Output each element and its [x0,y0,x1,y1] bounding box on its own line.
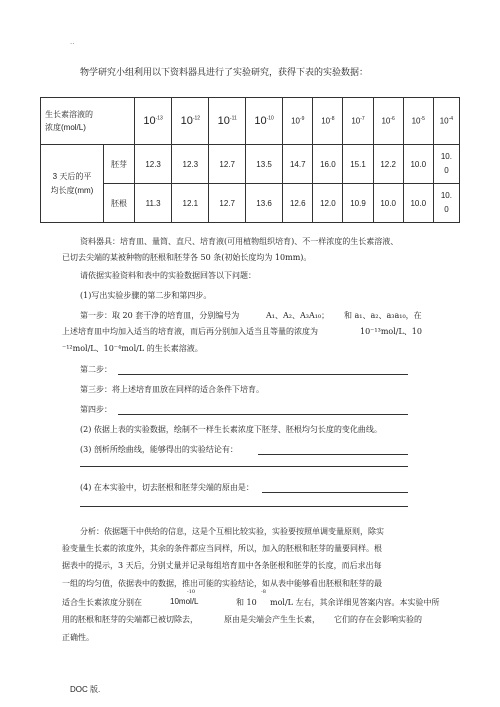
analysis-line-1: 分析：依据题干中供给的信息，这是个互相比较实验，实验要按照单调变量原则，除实 [80,527,384,536]
analysis-line-6a: 用的胚根和胚芽的尖端都已被切除去， [62,615,198,624]
concentration-label-line2: 浓度(mol/L) [45,123,86,132]
analysis-line-5a: 适合生长素浓度分别在 [62,598,142,607]
row-group-label-cell [41,145,104,223]
answer-line-q3-a[interactable] [258,454,408,455]
concentration-label-line1: 生长素溶液的 [45,110,93,119]
concentration-label-cell [41,98,135,145]
analysis-line-5c: 和 10 [236,598,257,607]
question-1: (1)写出实验步骤的第二步和第四步。 [80,291,212,300]
step2-label: 第二步： [80,365,112,374]
value-cell: 12.7 [209,145,246,184]
row-group-label-line1: 3 天后的平 [52,171,92,181]
intro-text: 物学研究小组利用以下资料器具进行了实验研究，获得下表的实验数据： [80,68,369,78]
value-cell: 12.1 [172,184,209,223]
conc-cell: $10^{-7}$ [343,98,373,145]
conc-cell: $10^{-9}$ [283,98,313,145]
value-cell: 12.3 [172,145,209,184]
row-name-cell: 胚根 [104,184,135,223]
step4-label: 第四步： [80,405,112,414]
table-row [41,184,460,223]
analysis-line-6b: 原由是尖端会产生生长素， [224,615,320,624]
conc-cell: $10^{-13}$ [135,98,172,145]
conc-cell: $10^{-11}$ [209,98,246,145]
value-cell: 15.1 [343,145,373,184]
answer-line-q4-a[interactable] [262,492,408,493]
question-4: (4) 在本实验中，切去胚根和胚芽尖端的原由是： [80,483,254,492]
materials-line-1: 资料器具：培育皿、量筒、直尺、培育液(可用植物组织培育)、不一样浓度的生长素溶液、 [80,237,399,246]
analysis-line-6c: 它们的存在会影响实验的 [334,615,422,624]
conc-cell: $10^{-10}$ [245,98,282,145]
step1-d: 上述培育皿中均加入适当的培育液，而后再分别加入适当且等量的浓度为 [62,327,318,336]
analysis-line-3: 据表中的提示，3 天后，分别丈量并记录每组培育皿中各条胚根和胚芽的长度，而后求出每 [62,561,382,570]
row-group-label-line2: 均长度(mm) [50,185,94,195]
materials-line-2: 已切去尖端的某被种物的胚根和胚芽各 50 条(初始长度均为 10mm)。 [62,253,312,262]
step3-text: 第三步：将上述培育皿放在同样的适合条件下培育。 [80,385,264,394]
answer-line-step4[interactable] [118,414,408,415]
answer-line-q3-b[interactable] [80,466,408,467]
prompt-text: 请依据实验资料和表中的实验数据回答以下问题： [80,271,256,280]
header-dots: ·· [70,40,75,48]
value-cell: 10. 0 [433,184,459,223]
step1-c: 和 a₁、a₂、a₃a₁₀，在 [344,311,422,320]
analysis-line-2: 验变量生长素的浓度外，其余的条件都应当同样，所以，加入的胚根和胚芽的量要同样。根 [62,544,382,553]
value-cell: 12.6 [283,184,313,223]
analysis-sup-2: -8 [261,589,266,595]
analysis-line-7: 正确性。 [62,633,94,642]
value-cell: 12.2 [373,145,403,184]
question-2: (2) 依据上表的实验数据，绘制不一样生长素浓度下胚芽、胚根均匀长度的变化曲线。 [80,425,382,434]
value-cell: 10.0 [373,184,403,223]
value-cell: 13.6 [245,184,282,223]
analysis-sup-1: -10 [187,589,196,595]
conc-cell: $10^{-5}$ [403,98,433,145]
value-cell: 10.0 [403,184,433,223]
conc-cell: $10^{-12}$ [172,98,209,145]
question-3: (3) 剖析所绘曲线，能够得出的实验结论有： [80,445,238,454]
conc-cell: $10^{-8}$ [313,98,343,145]
footer-label: DOC 版. [70,685,101,694]
step1-b: A₁、A₂、A₃A₁₀； [266,311,330,320]
value-cell: 13.5 [245,145,282,184]
value-cell: 12.0 [313,184,343,223]
analysis-line-5d: mol/L 左右，其余详细见答案内容。本实验中所 [270,598,440,607]
conc-cell: $10^{-4}$ [433,98,459,145]
value-cell: 12.3 [135,145,172,184]
value-cell: 10.0 [403,145,433,184]
analysis-line-5b: 10mol/L [170,597,199,606]
row-name-cell: 胚芽 [104,145,135,184]
table-header-row [41,98,460,145]
value-cell: 10.9 [343,184,373,223]
answer-line-step2[interactable] [118,374,408,375]
value-cell: 10. 0 [433,145,459,184]
value-cell: 11.3 [135,184,172,223]
step1-e: 10⁻¹³mol/L、10 [360,327,422,336]
analysis-line-4: 一组的均匀值，依据表中的数据，推出可能的实验结论，如从表中能够看出胚根和胚芽的最 [62,579,382,588]
answer-line-q4-b[interactable] [80,506,408,507]
step1-f: ⁻¹²mol/L、10⁻⁴mol/L 的生长素溶液。 [62,344,203,353]
value-cell: 14.7 [283,145,313,184]
value-cell: 16.0 [313,145,343,184]
step1-a: 第一步：取 20 套干净的培育皿，分别编号为 [80,311,240,320]
data-table [40,97,460,223]
value-cell: 12.7 [209,184,246,223]
conc-cell: $10^{-6}$ [373,98,403,145]
table-row [41,145,460,184]
